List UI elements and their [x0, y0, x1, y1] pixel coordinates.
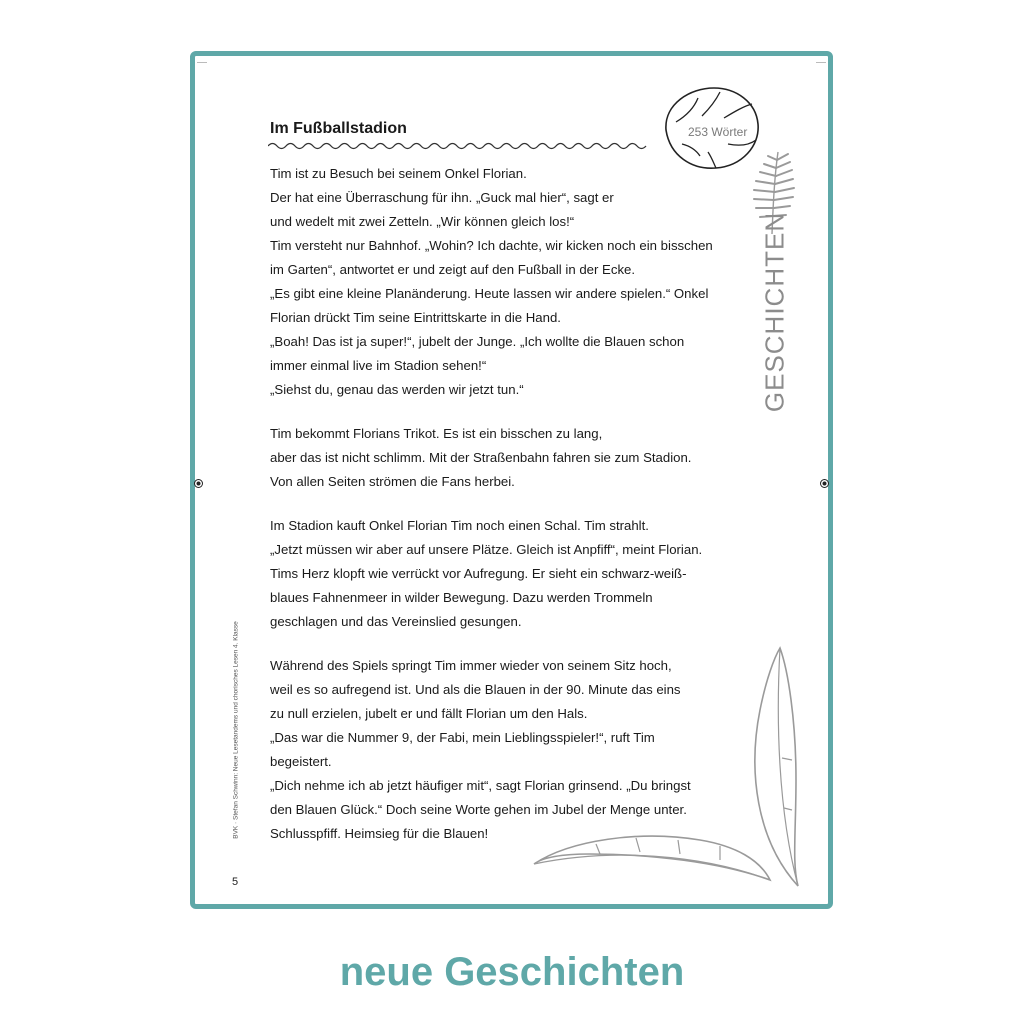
text-line: Tim versteht nur Bahnhof. „Wohin? Ich dachte, wir kicken noch ein bisschen [270, 238, 713, 253]
text-line: „Jetzt müssen wir aber auf unsere Plätze. Gleich ist Anpfiff“, meint Florian. [270, 542, 703, 557]
side-credit: BVK · Stefan Schwinn: Neue Lesetandems und chorisches Lesen 4. Klasse [232, 621, 240, 839]
text-line: begeistert. [270, 754, 332, 769]
text-line: Tims Herz klopft wie verrückt vor Aufregung. Er sieht ein schwarz-weiß- [270, 566, 687, 581]
text-line: Tim ist zu Besuch bei seinem Onkel Florian. [270, 166, 527, 181]
text-line: Im Stadion kauft Onkel Florian Tim noch einen Schal. Tim strahlt. [270, 518, 649, 533]
text-line: den Blauen Glück.“ Doch seine Worte gehen im Jubel der Menge unter. [270, 802, 687, 817]
registration-mark-left [194, 479, 203, 488]
text-line: Von allen Seiten strömen die Fans herbei. [270, 474, 515, 489]
paragraph-3 [270, 514, 750, 634]
text-line: immer einmal live im Stadion sehen!“ [270, 358, 487, 373]
text-line: im Garten“, antwortet er und zeigt auf den Fußball in der Ecke. [270, 262, 636, 277]
text-line: „Dich nehme ich ab jetzt häufiger mit“, sagt Florian grinsend. „Du bringst [270, 778, 691, 793]
text-line: „Es gibt eine kleine Planänderung. Heute lassen wir andere spielen.“ Onkel [270, 286, 709, 301]
text-line: aber das ist nicht schlimm. Mit der Straßenbahn fahren sie zum Stadion. [270, 450, 692, 465]
page-number: 5 [232, 876, 239, 888]
paragraph-2 [270, 422, 750, 494]
text-line: Florian drückt Tim seine Eintrittskarte in die Hand. [270, 310, 561, 325]
banana-leaf-icon [530, 640, 805, 890]
text-line: Der hat eine Überraschung für ihn. „Guck mal hier“, sagt er [270, 190, 614, 205]
text-line: Schlusspfiff. Heimsieg für die Blauen! [270, 826, 489, 841]
text-line: „Boah! Das ist ja super!“, jubelt der Junge. „Ich wollte die Blauen schon [270, 334, 685, 349]
section-label: GESCHICHTEN [759, 211, 790, 413]
registration-mark-right [820, 479, 829, 488]
paragraph-1 [270, 162, 750, 402]
word-count: 253 Wörter [688, 125, 748, 139]
text-line: und wedelt mit zwei Zetteln. „Wir können gleich los!“ [270, 214, 575, 229]
text-line: Tim bekommt Florians Trikot. Es ist ein bisschen zu lang, [270, 426, 603, 441]
crop-mark-top-right [816, 62, 826, 63]
crop-mark-top-left [197, 62, 207, 63]
wavy-underline [268, 141, 653, 151]
text-line: zu null erzielen, jubelt er und fällt Florian um den Hals. [270, 706, 588, 721]
text-line: blaues Fahnenmeer in wilder Bewegung. Dazu werden Trommeln [270, 590, 653, 605]
text-line: weil es so aufregend ist. Und als die Blauen in der 90. Minute das eins [270, 682, 681, 697]
text-line: geschlagen und das Vereinslied gesungen. [270, 614, 522, 629]
text-line: „Siehst du, genau das werden wir jetzt tun.“ [270, 382, 524, 397]
story-title: Im Fußballstadion [270, 120, 407, 137]
caption: neue Geschichten [339, 950, 685, 994]
text-line: „Das war die Nummer 9, der Fabi, mein Lieblingsspieler!“, ruft Tim [270, 730, 655, 745]
text-line: Während des Spiels springt Tim immer wieder von seinem Sitz hoch, [270, 658, 672, 673]
